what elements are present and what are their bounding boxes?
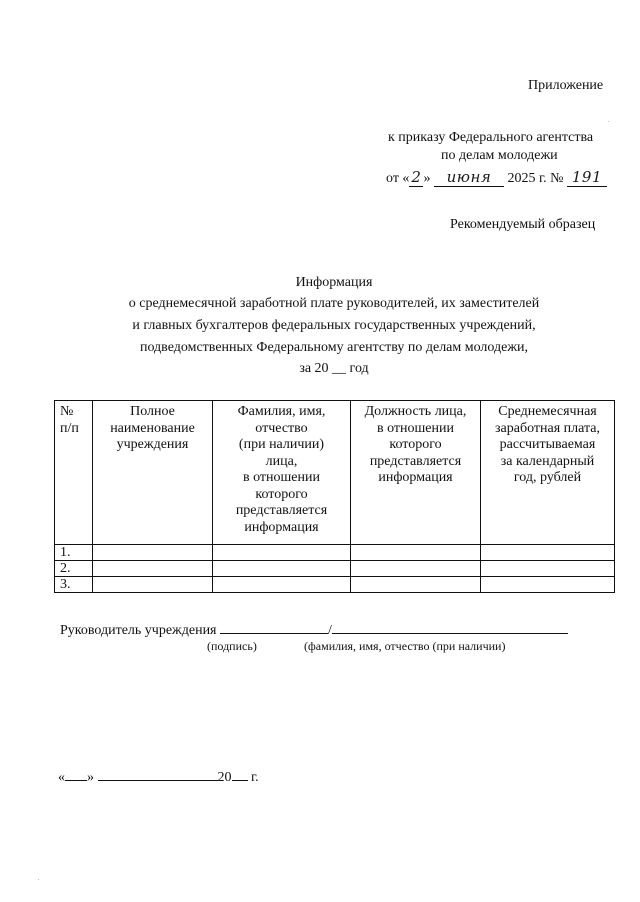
table-cell[interactable] [213,561,351,577]
caption-full-name: (фамилия, имя, отчество (при наличии) [304,639,506,653]
caption-signature: (подпись) [207,639,257,653]
header-number: № п/п [55,401,93,545]
title-line-2: и главных бухгалтеров федеральных государственных учреждений, [132,318,536,333]
row-number: 3. [55,577,93,593]
date-year-field[interactable] [232,766,248,781]
full-name-field[interactable] [332,619,568,634]
order-line-2: по делам молодежи [441,148,558,163]
header-salary: Среднемесячная заработная плата, рассчитываемая за календарный год, рублей [481,401,615,545]
date-line [58,766,259,786]
table-cell[interactable] [481,577,615,593]
info-table [54,400,615,593]
date-month: июня [434,168,504,187]
table-row [55,577,615,593]
date-year: 2025 г. № [507,171,564,186]
date-prefix: от « [386,171,410,186]
date-mid: » [423,171,431,186]
date-close-quote: » [87,770,94,785]
table-cell[interactable] [481,561,615,577]
recommended-sample: Рекомендуемый образец [450,217,596,232]
date-year-suffix: г. [251,770,259,785]
scan-mark: . [38,876,40,882]
signature-line [60,619,568,639]
scan-mark: . [608,118,610,124]
table-cell[interactable] [93,561,213,577]
date-month-field[interactable] [98,766,218,781]
table-cell[interactable] [351,561,481,577]
doc-heading: Информация [295,275,373,290]
table-cell[interactable] [93,577,213,593]
header-position: Должность лица, в отношении которого представляется информация [351,401,481,545]
table-cell[interactable] [213,577,351,593]
row-number: 1. [55,545,93,561]
table-row [55,561,615,577]
signature-slash: / [328,623,332,638]
order-line-1: к приказу Федерального агентства [388,130,594,145]
date-open-quote: « [58,770,65,785]
date-year-prefix: 20 [217,770,232,785]
appendix-label: Приложение [528,78,604,93]
title-line-4: за 20 __ год [299,361,369,376]
date-day: 2 [411,168,422,186]
header-full-name: Фамилия, имя, отчество (при наличии) лица, в отношении которого представляется информация [213,401,351,545]
table-row [55,545,615,561]
row-number: 2. [55,561,93,577]
order-date-line [386,168,607,187]
order-number: 191 [567,168,607,187]
table-cell[interactable] [481,545,615,561]
signature-field[interactable] [220,619,328,634]
table-cell[interactable] [351,545,481,561]
table-header-row [55,401,615,545]
table-cell[interactable] [93,545,213,561]
table-cell[interactable] [213,545,351,561]
date-day-field[interactable] [65,766,87,781]
title-line-1: о среднемесячной заработной плате руководителей, их заместителей [128,296,540,311]
header-institution: Полное наименование учреждения [93,401,213,545]
signature-label: Руководитель учреждения [60,623,217,638]
title-line-3: подведомственных Федеральному агентству по делам молодежи, [139,340,529,355]
table-cell[interactable] [351,577,481,593]
